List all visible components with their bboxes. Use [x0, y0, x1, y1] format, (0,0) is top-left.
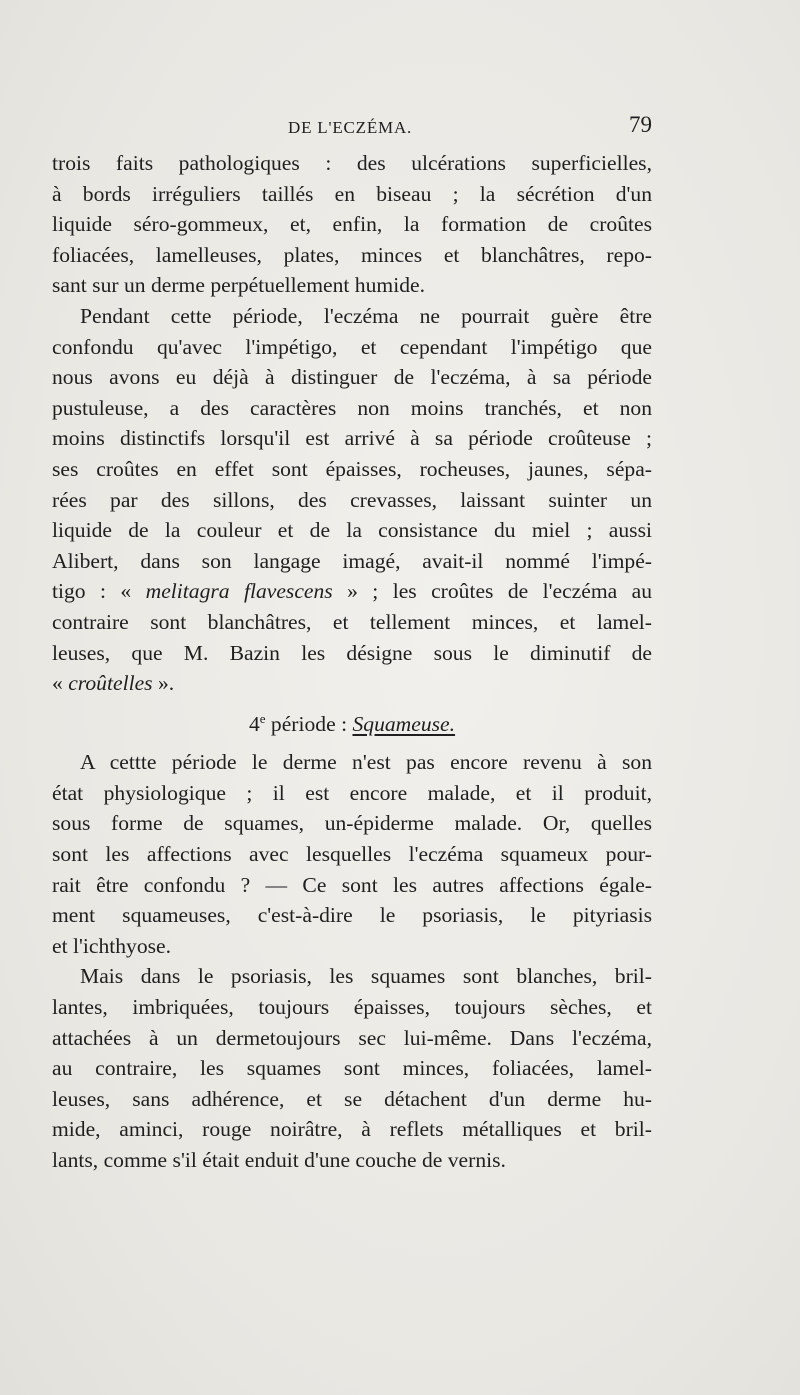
- text-line: Mais dans le psoriasis, les squames sont blanches, bril-: [80, 964, 652, 989]
- section-heading: [52, 709, 652, 740]
- text-line: leuses, que M. Bazin les désigne sous le diminutif de: [52, 640, 652, 665]
- text-line: ses croûtes en effet sont épaisses, rocheuses, jaunes, sépa-: [52, 456, 652, 481]
- section-number: 4: [248, 711, 260, 736]
- text-line: foliacées, lamelleuses, plates, minces et blanchâtres, repo-: [52, 242, 652, 267]
- text-run: «: [52, 671, 69, 696]
- text-line: lants, comme s'il était enduit d'une couche de vernis.: [52, 1148, 506, 1172]
- text-line: sous forme de squames, un-épiderme malade. Or, quelles: [52, 811, 652, 836]
- text-run: tigo : «: [52, 579, 146, 604]
- book-page: [52, 112, 652, 1176]
- text-line: attachées à un dermetoujours sec lui-même. Dans l'eczéma,: [52, 1025, 652, 1050]
- running-header: [52, 112, 652, 142]
- text-line: sont les affections avec lesquelles l'eczéma squameux pour-: [52, 842, 652, 867]
- text-line: état physiologique ; il est encore malade, et il produit,: [52, 780, 652, 805]
- text-line: trois faits pathologiques : des ulcérations superficielles,: [52, 151, 652, 175]
- text-line: ment squameuses, c'est-à-dire le psoriasis, le pityriasis: [52, 903, 652, 928]
- text-run: » ; les croûtes de l'eczéma au: [332, 579, 652, 604]
- section-title: Squameuse.: [352, 711, 456, 736]
- section-number-suffix: e: [259, 710, 266, 726]
- section-label: période :: [265, 711, 353, 736]
- text-line: liquide séro-gommeux, et, enfin, la formation de croûtes: [52, 212, 652, 237]
- text-line: rées par des sillons, des crevasses, laissant suinter un: [52, 487, 652, 512]
- running-title: DE L'ECZÉMA.: [288, 118, 413, 137]
- text-line: A cettte période le derme n'est pas encore revenu à son: [80, 750, 652, 775]
- page-number: 79: [629, 112, 652, 137]
- body-text: [52, 148, 652, 1176]
- text-line: nous avons eu déjà à distinguer de l'eczéma, à sa période: [52, 365, 652, 390]
- text-line: pustuleuse, a des caractères non moins tranchés, et non: [52, 395, 652, 420]
- text-line: contraire sont blanchâtres, et tellement minces, et lamel-: [52, 609, 652, 634]
- text-line: Pendant cette période, l'eczéma ne pourrait guère être: [80, 303, 652, 328]
- text-line: sant sur un derme perpétuellement humide.: [52, 273, 425, 298]
- text-line: et l'ichthyose.: [52, 933, 172, 958]
- text-line: [52, 576, 652, 607]
- latin-term: melitagra flavescens: [145, 579, 333, 604]
- text-run: ».: [152, 671, 175, 696]
- text-line: confondu qu'avec l'impétigo, et cependant l'impétigo que: [52, 334, 652, 359]
- text-line: mide, aminci, rouge noirâtre, à reflets métalliques et bril-: [52, 1117, 652, 1142]
- italic-term: croûtelles: [68, 671, 153, 696]
- text-line: liquide de la couleur et de la consistance du miel ; aussi: [52, 518, 652, 543]
- text-line: leuses, sans adhérence, et se détachent d'un derme hu-: [52, 1086, 652, 1111]
- text-line: moins distinctifs lorsqu'il est arrivé à sa période croûteuse ;: [52, 426, 652, 451]
- text-line: rait être confondu ? — Ce sont les autres affections égale-: [52, 872, 652, 897]
- text-line: à bords irréguliers taillés en biseau ; la sécrétion d'un: [52, 181, 652, 206]
- text-line: au contraire, les squames sont minces, foliacées, lamel-: [52, 1056, 652, 1081]
- text-line: lantes, imbriquées, toujours épaisses, toujours sèches, et: [52, 995, 652, 1020]
- text-line: [52, 668, 652, 699]
- text-line: Alibert, dans son langage imagé, avait-il nommé l'impé-: [52, 548, 652, 573]
